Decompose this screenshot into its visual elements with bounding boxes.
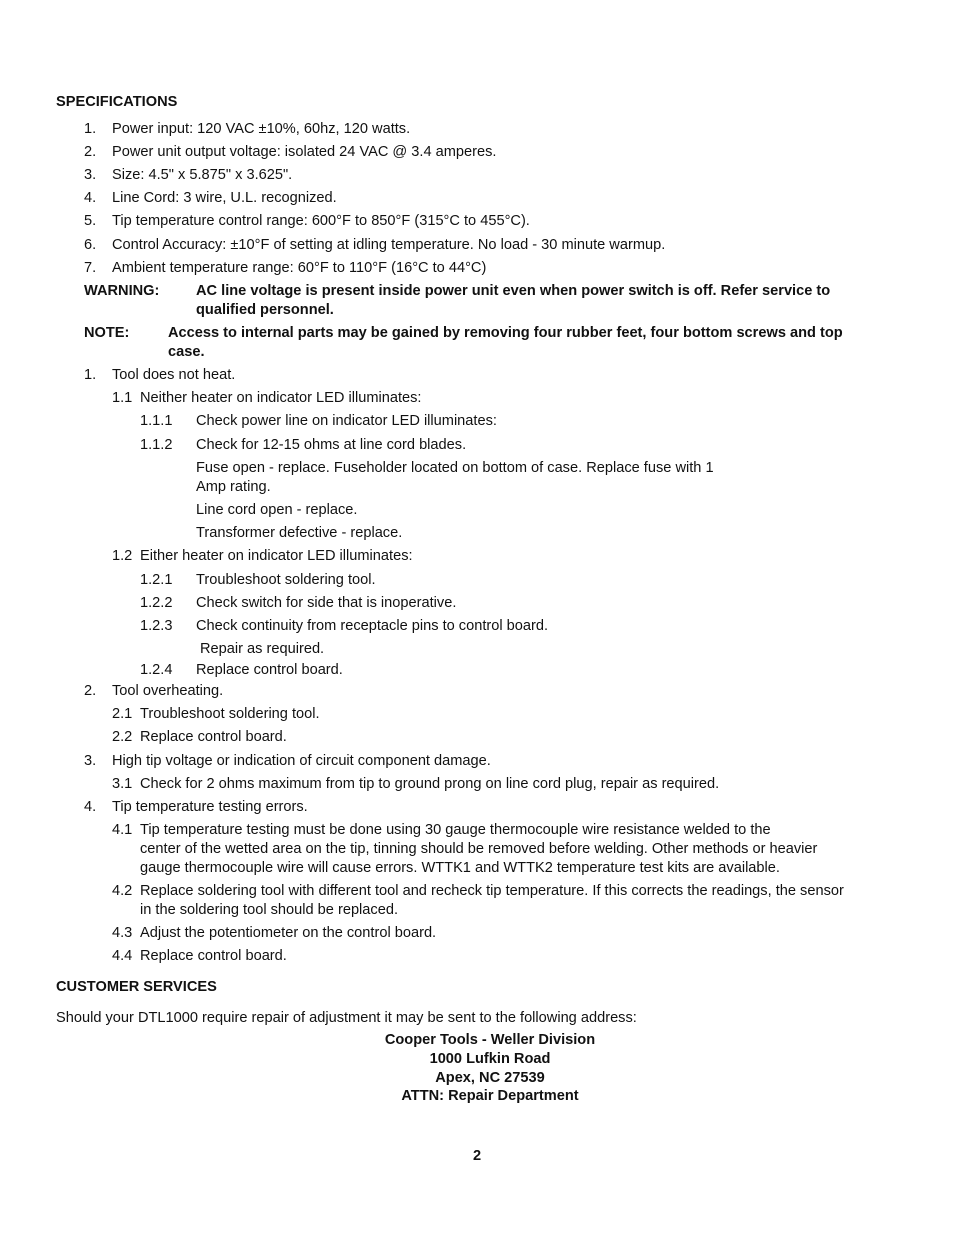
list-item-text: Check switch for side that is inoperative. — [196, 595, 457, 611]
list-item-text: Adjust the potentiometer on the control board. — [140, 925, 437, 941]
list-item-number: 1.2.1 — [140, 572, 173, 588]
note-text: case. — [168, 344, 205, 360]
list-item-number: 1.1.2 — [140, 437, 173, 453]
list-item-text: Replace control board. — [140, 729, 287, 745]
list-item-number: 1.1.1 — [140, 413, 173, 429]
list-item-number: 3. — [84, 753, 97, 769]
page-number: 2 — [472, 1148, 482, 1164]
list-item-text: Check for 2 ohms maximum from tip to ground prong on line cord plug, repair as required. — [140, 776, 720, 792]
list-item-text: Neither heater on indicator LED illuminates: — [140, 390, 422, 406]
customer-services-heading: CUSTOMER SERVICES — [56, 979, 217, 995]
list-item-number: 2. — [84, 683, 97, 699]
list-item-number: 4.4 — [112, 948, 133, 964]
spec-item-text: Size: 4.5" x 5.875" x 3.625". — [112, 167, 293, 183]
list-item-number: 4. — [84, 799, 97, 815]
note-text: Access to internal parts may be gained by removing four rubber feet, four bottom screws and top — [168, 325, 843, 341]
list-item-text: Troubleshoot soldering tool. — [196, 572, 376, 588]
spec-item-text: Tip temperature control range: 600°F to 850°F (315°C to 455°C). — [112, 213, 530, 229]
spec-item-number: 1. — [84, 121, 97, 137]
list-item-text: Repair as required. — [200, 641, 325, 657]
specifications-heading: SPECIFICATIONS — [56, 94, 178, 110]
list-item-text: Tip temperature testing errors. — [112, 799, 308, 815]
list-item-number: 4.2 — [112, 883, 133, 899]
list-item-text: Check for 12-15 ohms at line cord blades. — [196, 437, 467, 453]
list-item-number: 4.3 — [112, 925, 133, 941]
list-item-text: Replace soldering tool with different tool and recheck tip temperature. If this corrects the readings, the sensor — [140, 883, 844, 899]
address-line: Cooper Tools - Weller Division — [384, 1032, 596, 1048]
list-item-text: gauge thermocouple wire will cause errors. WTTK1 and WTTK2 temperature test kits are available. — [140, 860, 780, 876]
spec-item-number: 6. — [84, 237, 97, 253]
spec-item-text: Control Accuracy: ±10°F of setting at idling temperature. No load - 30 minute warmup. — [112, 237, 666, 253]
list-item-number: 2.1 — [112, 706, 133, 722]
list-item-text: Replace control board. — [196, 662, 343, 678]
spec-item-number: 2. — [84, 144, 97, 160]
spec-item-number: 5. — [84, 213, 97, 229]
note-label: NOTE: — [84, 325, 130, 341]
list-item-number: 1.1 — [112, 390, 133, 406]
warning-text: AC line voltage is present inside power unit even when power switch is off. Refer service to — [196, 283, 831, 299]
list-item-text: Tool overheating. — [112, 683, 224, 699]
list-item-text: Amp rating. — [196, 479, 271, 495]
list-item-text: Line cord open - replace. — [196, 502, 358, 518]
warning-text: qualified personnel. — [196, 302, 334, 318]
address-line: Apex, NC 27539 — [435, 1070, 545, 1086]
address-line: 1000 Lufkin Road — [429, 1051, 551, 1067]
list-item-text: Replace control board. — [140, 948, 287, 964]
spec-item-number: 3. — [84, 167, 97, 183]
list-item-number: 4.1 — [112, 822, 133, 838]
list-item-number: 2.2 — [112, 729, 133, 745]
list-item-text: Troubleshoot soldering tool. — [140, 706, 320, 722]
list-item-text: center of the wetted area on the tip, tinning should be removed before welding. Other methods or heavier — [140, 841, 818, 857]
list-item-number: 1. — [84, 367, 97, 383]
warning-label: WARNING: — [84, 283, 160, 299]
list-item-text: in the soldering tool should be replaced. — [140, 902, 398, 918]
list-item-text: Fuse open - replace. Fuseholder located on bottom of case. Replace fuse with 1 — [196, 460, 714, 476]
spec-item-text: Line Cord: 3 wire, U.L. recognized. — [112, 190, 337, 206]
list-item-number: 3.1 — [112, 776, 133, 792]
list-item-text: Tip temperature testing must be done using 30 gauge thermocouple wire resistance welded to the — [140, 822, 771, 838]
spec-item-number: 4. — [84, 190, 97, 206]
list-item-number: 1.2.4 — [140, 662, 173, 678]
list-item-text: Tool does not heat. — [112, 367, 236, 383]
list-item-text: Check power line on indicator LED illuminates: — [196, 413, 497, 429]
list-item-text: High tip voltage or indication of circuit component damage. — [112, 753, 491, 769]
spec-item-text: Ambient temperature range: 60°F to 110°F (16°C to 44°C) — [112, 260, 487, 276]
list-item-number: 1.2.2 — [140, 595, 173, 611]
list-item-number: 1.2.3 — [140, 618, 173, 634]
list-item-text: Transformer defective - replace. — [196, 525, 403, 541]
list-item-text: Check continuity from receptacle pins to control board. — [196, 618, 549, 634]
spec-item-text: Power input: 120 VAC ±10%, 60hz, 120 watts. — [112, 121, 411, 137]
spec-item-text: Power unit output voltage: isolated 24 VAC @ 3.4 amperes. — [112, 144, 497, 160]
list-item-number: 1.2 — [112, 548, 133, 564]
spec-item-number: 7. — [84, 260, 97, 276]
list-item-text: Either heater on indicator LED illuminates: — [140, 548, 413, 564]
customer-services-intro: Should your DTL1000 require repair of adjustment it may be sent to the following address: — [56, 1010, 637, 1026]
address-line: ATTN: Repair Department — [401, 1088, 579, 1104]
